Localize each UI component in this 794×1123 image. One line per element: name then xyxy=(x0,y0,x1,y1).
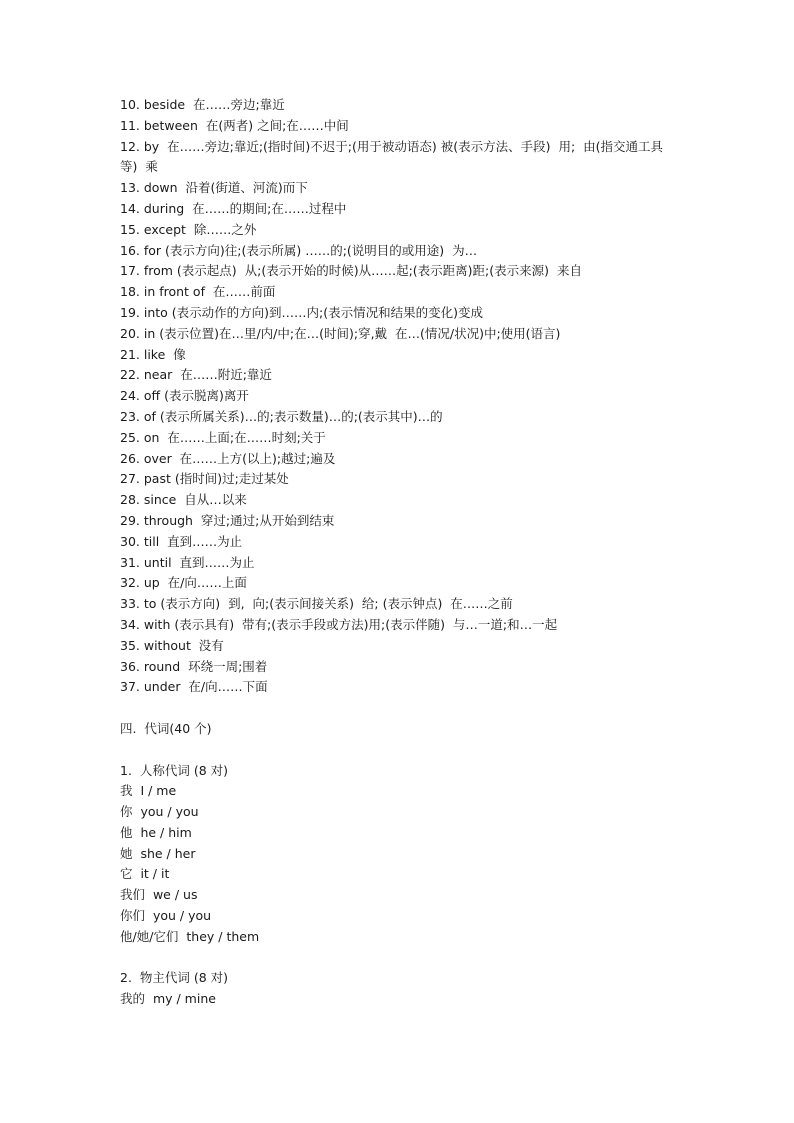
personal-pronoun-list xyxy=(120,781,680,947)
list-item: 28. since 自从…以来 xyxy=(120,492,247,508)
list-item: 30. till 直到……为止 xyxy=(120,533,243,549)
list-item: 他 he / him xyxy=(120,824,192,840)
list-item: 13. down 沿着(街道、河流)而下 xyxy=(120,180,308,196)
spacer xyxy=(120,740,680,761)
list-item: 10. beside 在……旁边;靠近 xyxy=(120,97,285,112)
list-item: 21. like 像 xyxy=(120,346,186,362)
subsection-heading: 1. 人称代词 (8 对) xyxy=(120,762,229,778)
spacer xyxy=(120,948,680,969)
list-item: 20. in (表示位置)在…里/内/中;在…(时间);穿,戴 在…(情况/状况)中;使用(语言) xyxy=(120,325,561,341)
list-item: 22. near 在……附近;靠近 xyxy=(120,367,272,383)
list-item: 36. round 环绕一周;围着 xyxy=(120,658,268,674)
list-item: 16. for (表示方向)往;(表示所属) ……的;(说明目的或用途) 为… xyxy=(120,242,478,258)
list-item: 11. between 在(两者) 之间;在……中间 xyxy=(120,117,349,133)
list-item: 24. off (表示脱离)离开 xyxy=(120,388,249,404)
list-item: 他/她/它们 they / them xyxy=(120,928,260,944)
list-item: 27. past (指时间)过;走过某处 xyxy=(120,471,289,487)
list-item: 19. into (表示动作的方向)到……内;(表示情况和结果的变化)变成 xyxy=(120,304,483,320)
list-item: 她 she / her xyxy=(120,845,196,861)
preposition-list xyxy=(120,95,680,698)
list-item: 17. from (表示起点) 从;(表示开始的时候)从……起;(表示距离)距;(表示来源) 来自 xyxy=(120,263,582,279)
list-item: 你们 you / you xyxy=(120,908,212,924)
list-item: 32. up 在/向……上面 xyxy=(120,575,247,591)
list-item: 15. except 除……之外 xyxy=(120,221,257,237)
list-item: 31. until 直到……为止 xyxy=(120,554,255,570)
list-item: 12. by 在……旁边;靠近;(指时间)不迟于;(用于被动语态) 被(表示方法、手段) 用; 由(指交通工具等) 乘 xyxy=(120,138,663,175)
list-item: 37. under 在/向……下面 xyxy=(120,679,268,695)
list-item: 33. to (表示方向) 到, 向;(表示间接关系) 给; (表示钟点) 在……之前 xyxy=(120,596,513,612)
possessive-pronoun-list xyxy=(120,989,680,1010)
list-item: 14. during 在……的期间;在……过程中 xyxy=(120,200,347,216)
list-item: 29. through 穿过;通过;从开始到结束 xyxy=(120,512,335,528)
list-item: 23. of (表示所属关系)…的;表示数量)…的;(表示其中)…的 xyxy=(120,408,443,424)
spacer xyxy=(120,698,680,719)
list-item: 26. over 在……上方(以上);越过;遍及 xyxy=(120,450,336,466)
list-item: 我 I / me xyxy=(120,783,177,799)
list-item: 你 you / you xyxy=(120,804,199,820)
section-heading: 四. 代词(40 个) xyxy=(120,720,212,736)
document-page xyxy=(120,95,680,1010)
subsection-heading: 2. 物主代词 (8 对) xyxy=(120,970,229,986)
list-item: 它 it / it xyxy=(120,866,170,882)
list-item: 25. on 在……上面;在……时刻;关于 xyxy=(120,429,326,445)
list-item: 34. with (表示具有) 带有;(表示手段或方法)用;(表示伴随) 与…一道;和…一起 xyxy=(120,616,558,632)
list-item: 35. without 没有 xyxy=(120,637,224,653)
list-item: 18. in front of 在……前面 xyxy=(120,284,276,300)
list-item: 我们 we / us xyxy=(120,887,198,903)
list-item: 我的 my / mine xyxy=(120,991,216,1007)
